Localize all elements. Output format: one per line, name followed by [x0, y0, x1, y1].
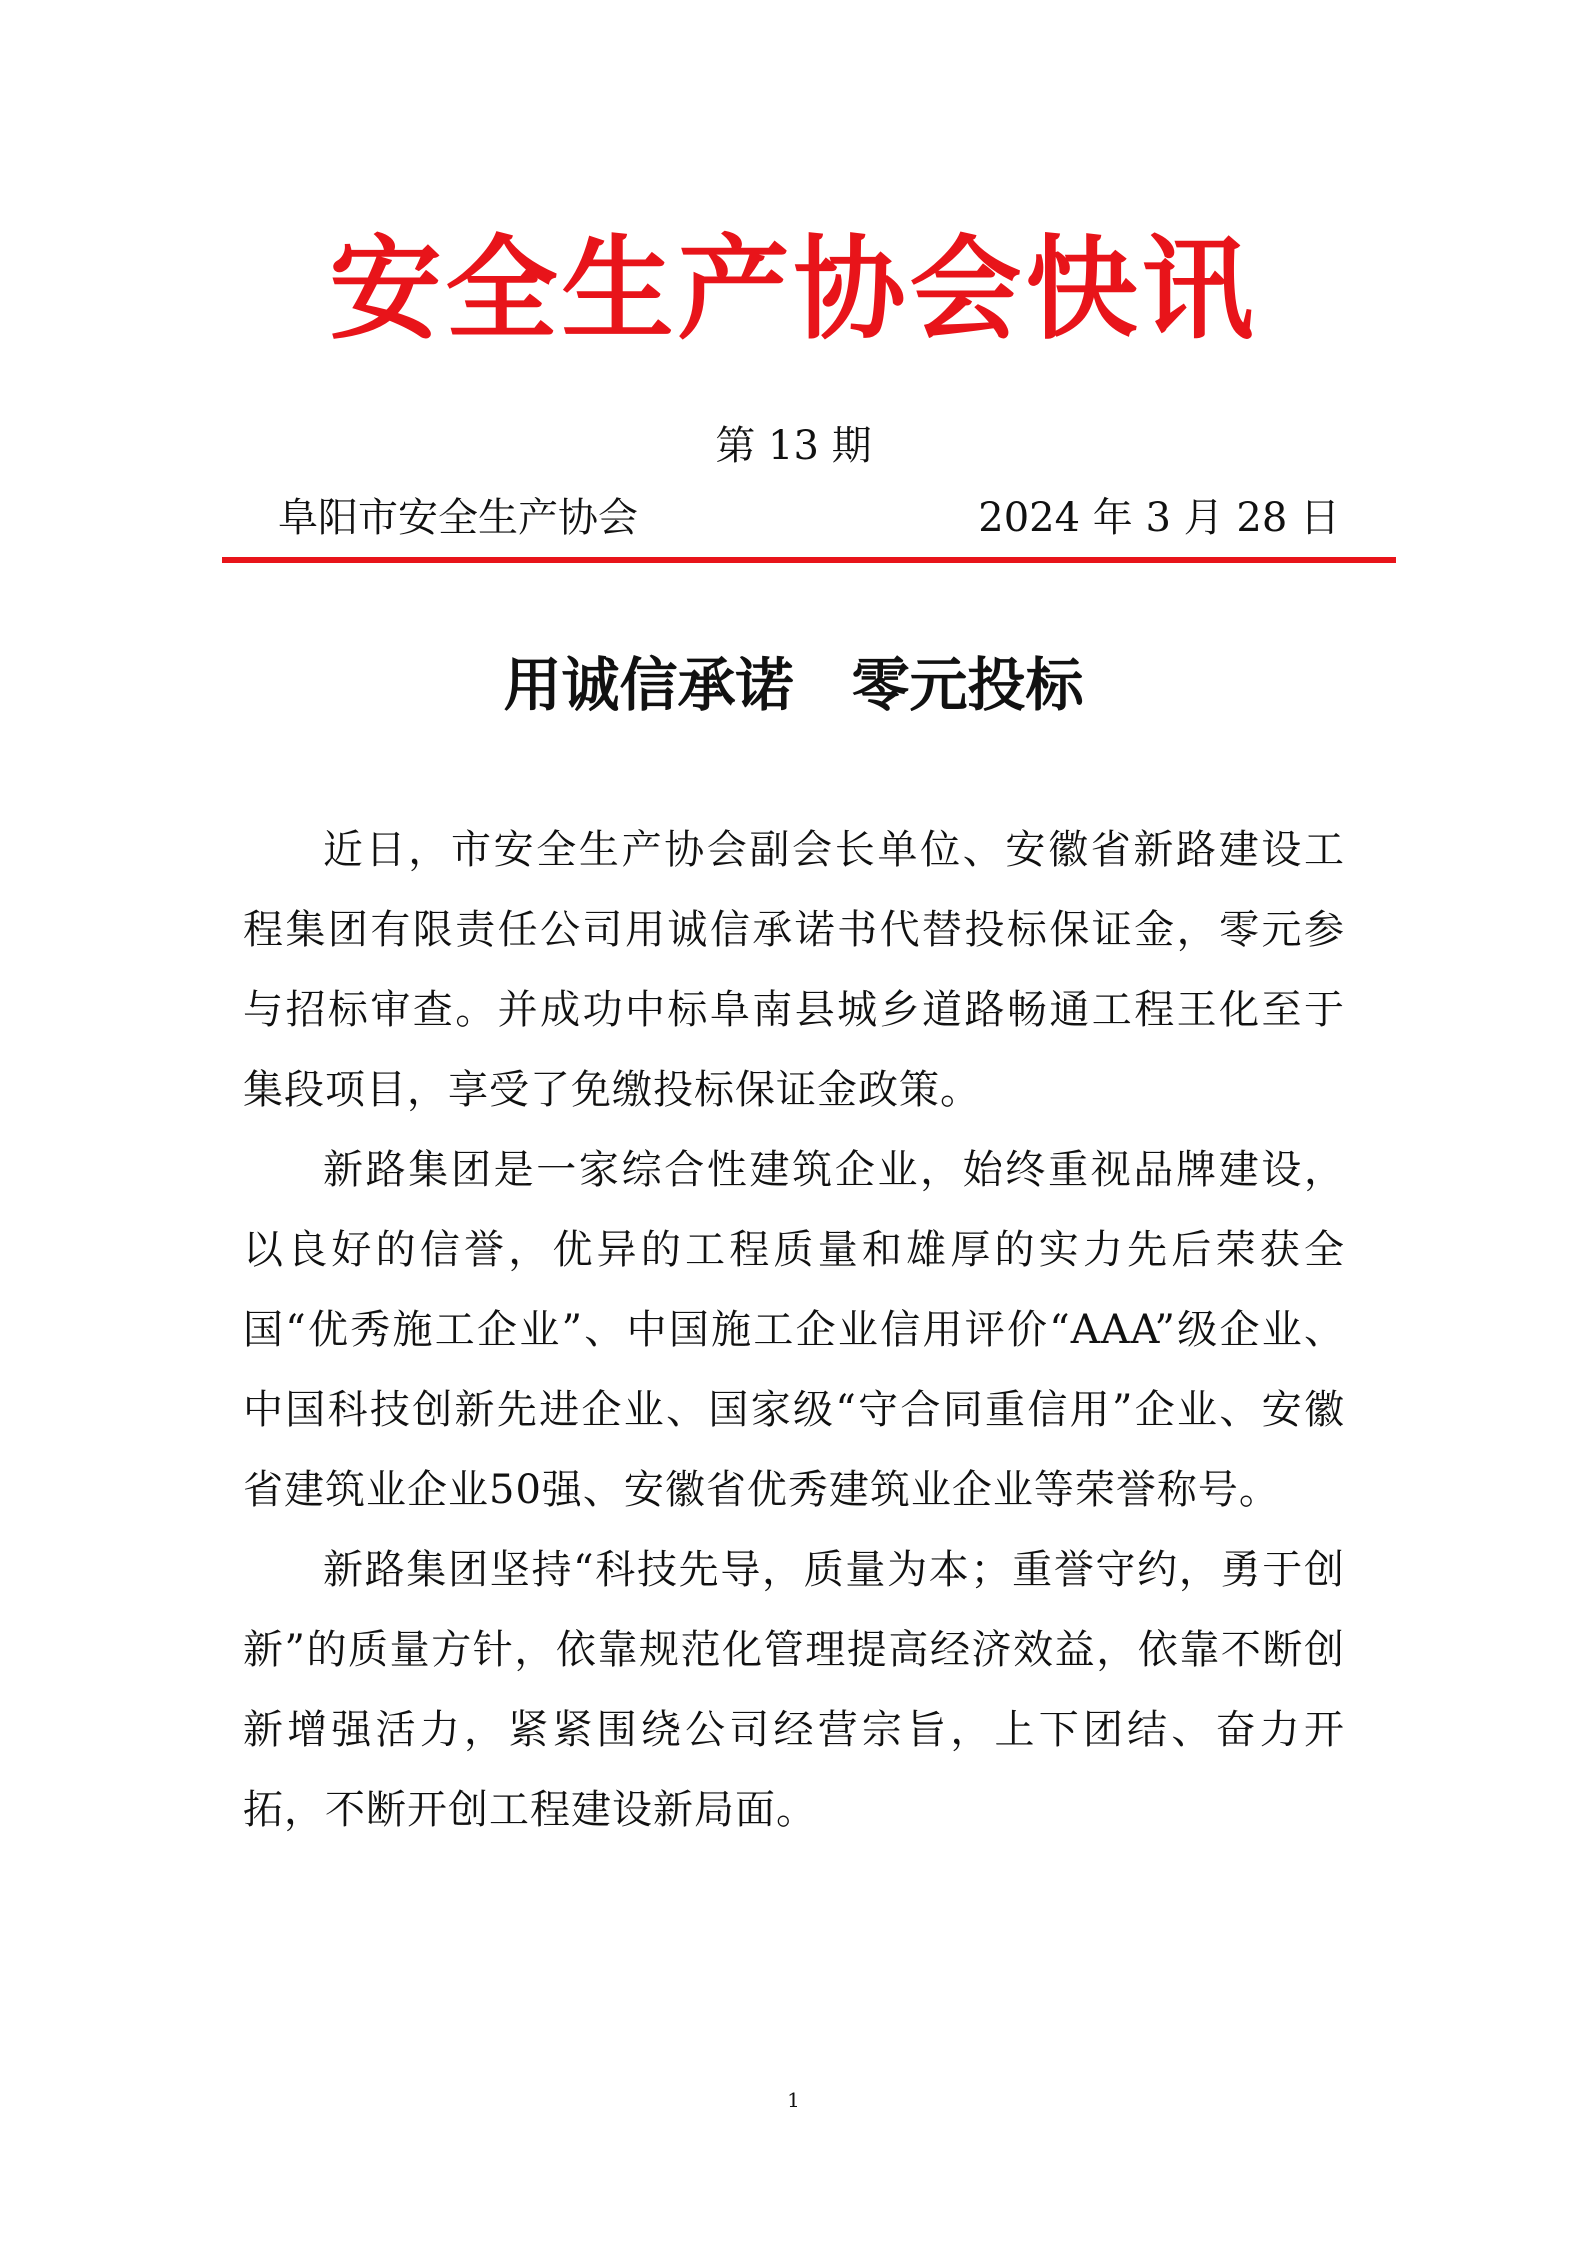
masthead-title: 安全生产协会快讯 — [329, 225, 1258, 355]
article-title: 用诚信承诺 零元投标 — [503, 651, 1084, 719]
paragraph: 近日，市安全生产协会副会长单位、安徽省新路建设工程集团有限责任公司用诚信承诺书代替投标保证金，零元参与招标审查。并成功中标阜南县城乡道路畅通工程王化至于集段项目，享受了免缴投标保证金政策。 — [243, 827, 1345, 1113]
red-divider-line — [222, 557, 1396, 563]
paragraph: 新路集团坚持“科技先导，质量为本；重誉守约，勇于创新”的质量方针，依靠规范化管理提高经济效益，依靠不断创新增强活力，紧紧围绕公司经营宗旨，上下团结、奋力开拓，不断开创工程建设新局面。 — [243, 1547, 1345, 1833]
paragraph: 新路集团是一家综合性建筑企业，始终重视品牌建设，以良好的信誉，优异的工程质量和雄厚的实力先后荣获全国“优秀施工企业”、中国施工企业信用评价“AAA”级企业、中国科技创新先进企业、国家级“守合同重信用”企业、安徽省建筑业企业50强、安徽省优秀建筑业企业等荣誉称号。 — [243, 1147, 1345, 1513]
article-body — [243, 810, 1345, 1850]
publisher-name: 阜阳市安全生产协会 — [278, 495, 638, 541]
publish-date: 2024 年 3 月 28 日 — [978, 495, 1340, 541]
publisher-date-row — [278, 490, 1340, 546]
issue-number: 第 13 期 — [715, 423, 872, 469]
page-number: 1 — [787, 2088, 800, 2112]
